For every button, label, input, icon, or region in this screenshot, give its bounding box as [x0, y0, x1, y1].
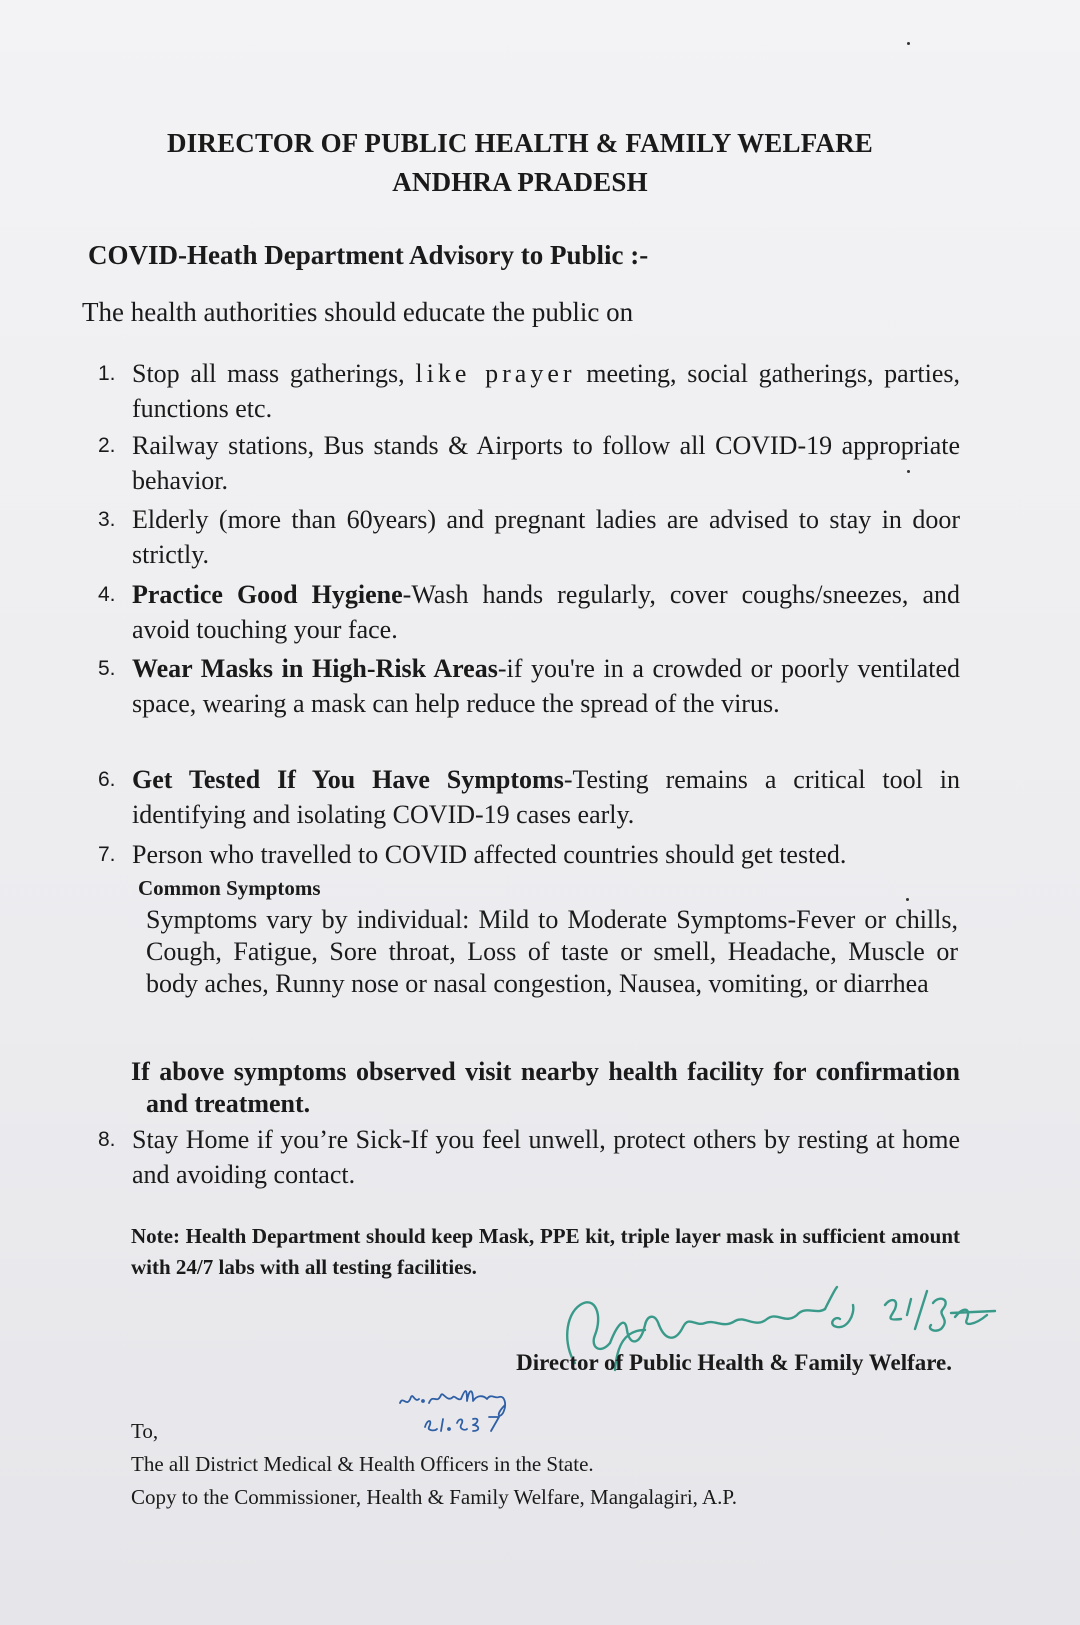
recipients-block — [131, 1415, 737, 1514]
list-item: 1. Stop all mass gatherings, like prayer meeting, social gatherings, parties, functions etc. — [98, 356, 960, 426]
list-item: 4. Practice Good Hygiene-Wash hands regularly, cover coughs/sneezes, and avoid touching your face. — [98, 577, 960, 647]
header-state: ANDHRA PRADESH — [392, 167, 648, 197]
item-number: 7. — [98, 843, 116, 866]
item-number: 3. — [98, 508, 116, 531]
scan-speck — [906, 898, 909, 901]
symptoms-body: Symptoms vary by individual: Mild to Moderate Symptoms-Fever or chills, Cough, Fatigue, Sore throat, Loss of taste or smell, Headache, Muscle or body aches, Runny nose or nasal congestion, Nausea, vomiting, or diarrhea — [146, 905, 958, 998]
recipient-line: The all District Medical & Health Officers in the State. — [131, 1452, 594, 1476]
item-number: 5. — [98, 657, 116, 680]
symptoms-heading: Common Symptoms — [138, 876, 321, 900]
item-number: 1. — [98, 362, 116, 385]
list-item: 6. Get Tested If You Have Symptoms-Testing remains a critical tool in identifying and isolating COVID-19 cases early. — [98, 762, 960, 832]
scan-speck — [907, 42, 910, 45]
list-item: 7. Person who travelled to COVID affected countries should get tested. — [98, 837, 960, 872]
list-item: 3. Elderly (more than 60years) and pregnant ladies are advised to stay in door strictly. — [98, 502, 960, 572]
header-department: DIRECTOR OF PUBLIC HEALTH & FAMILY WELFARE — [166, 128, 873, 158]
item-number: 6. — [98, 768, 116, 791]
intro-text: The health authorities should educate the public on — [82, 297, 634, 327]
list-item: 2. Railway stations, Bus stands & Airports to follow all COVID-19 appropriate behavior. — [98, 428, 960, 498]
item-number: 8. — [98, 1128, 116, 1151]
advisory-title: COVID-Heath Department Advisory to Public :- — [88, 240, 649, 270]
copy-to-line: Copy to the Commissioner, Health & Family Welfare, Mangalagiri, A.P. — [131, 1485, 738, 1509]
to-label: To, — [131, 1419, 159, 1443]
item-number: 4. — [98, 583, 116, 606]
list-item: 8. Stay Home if you’re Sick-If you feel unwell, protect others by resting at home and avoiding contact. — [98, 1122, 960, 1192]
item-number: 2. — [98, 434, 116, 457]
visit-notice: If above symptoms observed visit nearby health facility for confirmation and treatment. — [131, 1057, 960, 1118]
list-item: 5. Wear Masks in High-Risk Areas-if you're in a crowded or poorly ventilated space, wearing a mask can help reduce the spread of the virus. — [98, 651, 960, 721]
note-text: Note: Health Department should keep Mask, PPE kit, triple layer mask in sufficient amount with 24/7 labs with all testing facilities. — [131, 1224, 960, 1279]
director-title: Director of Public Health & Family Welfare. — [516, 1350, 952, 1375]
